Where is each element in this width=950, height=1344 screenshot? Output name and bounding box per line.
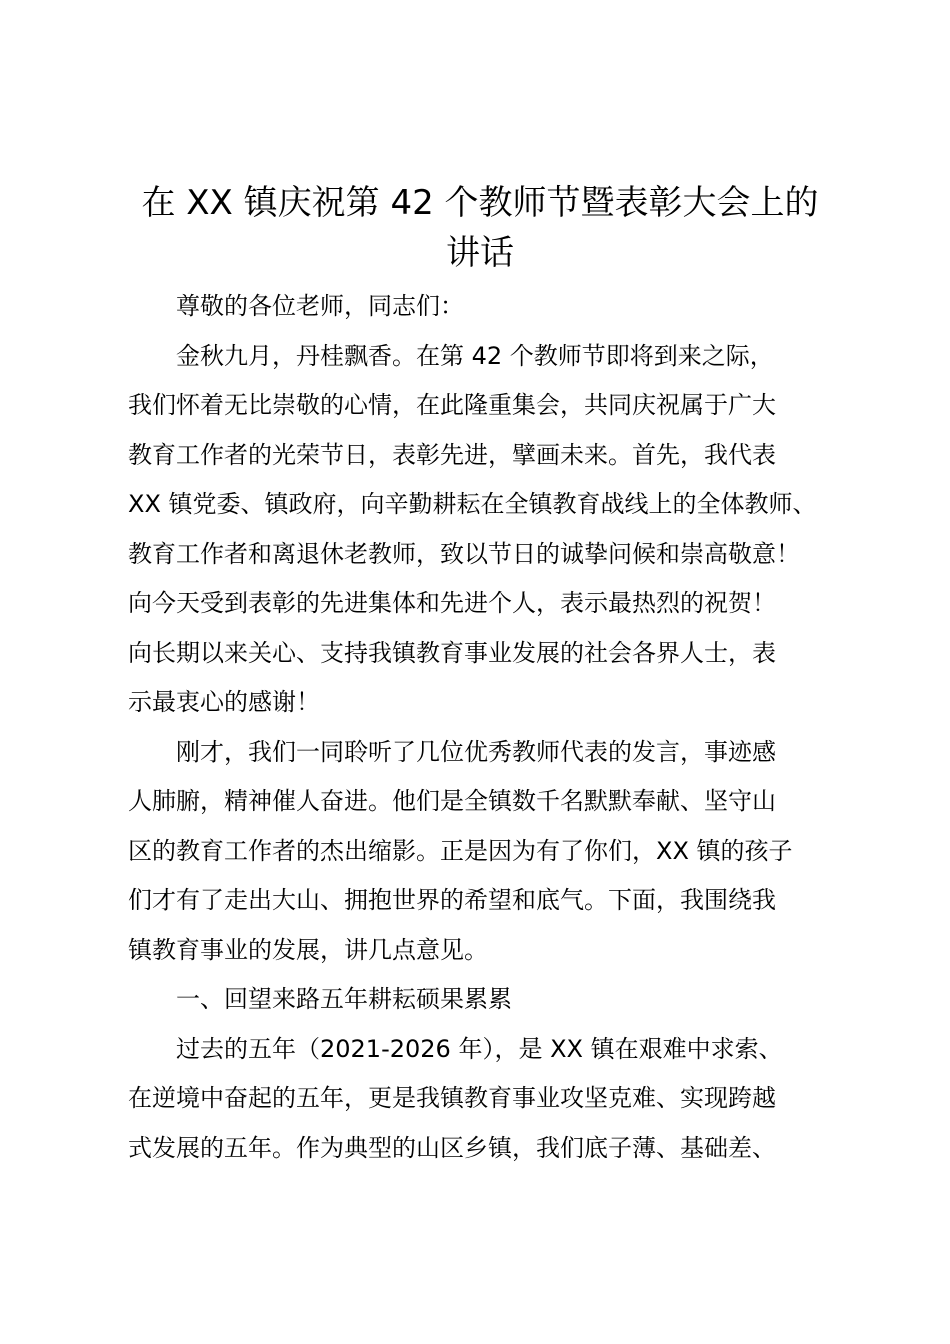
paragraph-line: 示最衷心的感谢！	[128, 688, 320, 716]
paragraph-line: 向今天受到表彰的先进集体和先进个人，表示最热烈的祝贺！	[128, 589, 776, 617]
paragraph-line: 向长期以来关心、支持我镇教育事业发展的社会各界人士，表	[128, 638, 776, 667]
paragraph-line: 教育工作者和离退休老教师，致以节日的诚挚问候和崇高敬意！	[128, 539, 800, 568]
title-line: 讲话	[446, 233, 514, 273]
document-body	[128, 282, 833, 1173]
paragraph-intro	[128, 332, 833, 728]
title-line: 在 XX 镇庆祝第 42 个教师节暨表彰大会上的	[141, 183, 819, 223]
paragraph-line: 过去的五年（2021-2026 年），是 XX 镇在艰难中求索、	[176, 1034, 783, 1063]
paragraph-line: 教育工作者的光荣节日，表彰先进，擘画未来。首先，我代表	[128, 440, 776, 469]
paragraph-line: 我们怀着无比崇敬的心情，在此隆重集会，共同庆祝属于广大	[128, 391, 776, 419]
paragraph-line: 金秋九月，丹桂飘香。在第 42 个教师节即将到来之际，	[176, 341, 774, 370]
section-heading: 一、回望来路五年耕耘硕果累累	[176, 985, 512, 1013]
paragraph-line: 们才有了走出大山、拥抱世界的希望和底气。下面，我围绕我	[128, 886, 776, 914]
paragraph-line: 式发展的五年。作为典型的山区乡镇，我们底子薄、基础差、	[128, 1133, 776, 1162]
salutation: 尊敬的各位老师，同志们：	[176, 292, 464, 320]
paragraph-line: 区的教育工作者的杰出缩影。正是因为有了你们，XX 镇的孩子	[128, 836, 793, 865]
paragraph-line: 在逆境中奋起的五年，更是我镇教育事业攻坚克难、实现跨越	[128, 1084, 776, 1112]
paragraph-review	[128, 1025, 833, 1174]
paragraph-line: XX 镇党委、镇政府，向辛勤耕耘在全镇教育战线上的全体教师、	[128, 490, 817, 518]
document-title	[100, 178, 860, 278]
paragraph-line: 刚才，我们一同聆听了几位优秀教师代表的发言，事迹感	[176, 737, 776, 766]
paragraph-line: 镇教育事业的发展，讲几点意见。	[128, 935, 488, 964]
paragraph-line: 人肺腑，精神催人奋进。他们是全镇数千名默默奉献、坚守山	[128, 787, 776, 815]
paragraph-teachers	[128, 728, 833, 976]
